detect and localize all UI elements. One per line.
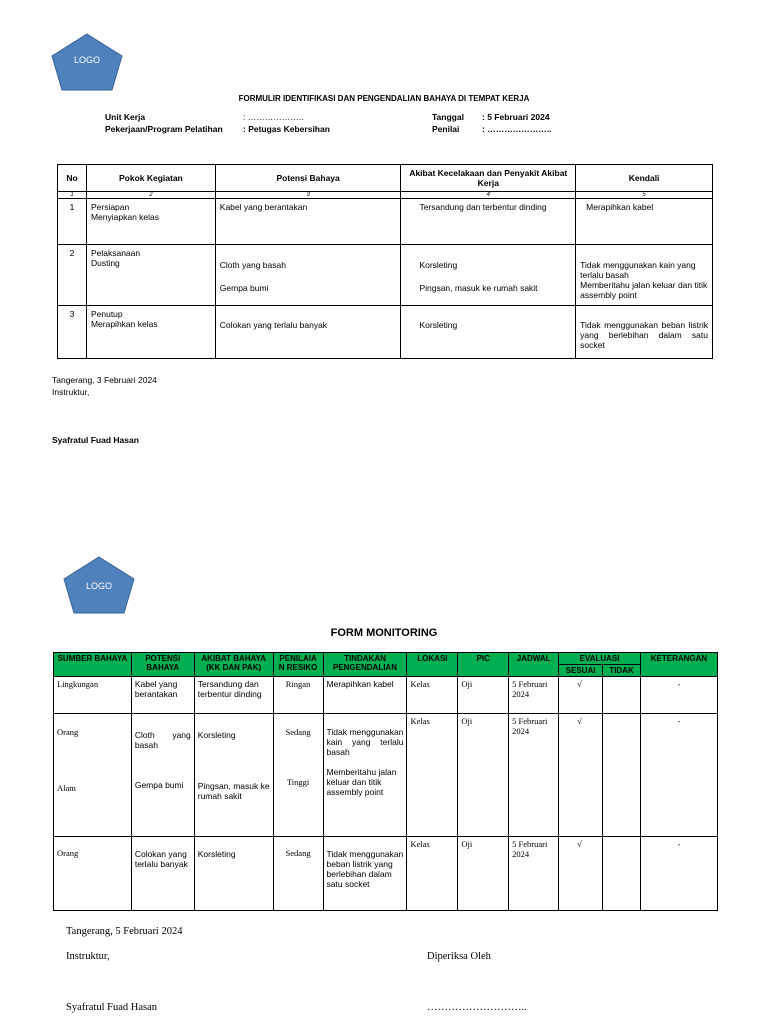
- tanggal-label: Tanggal: [432, 112, 464, 122]
- form2-title: FORM MONITORING: [330, 627, 438, 639]
- header-kendali: Kendali: [576, 165, 713, 192]
- row-potensi: Kabel yang berantakan: [215, 199, 401, 245]
- column-number-row: [58, 192, 713, 199]
- cell-potensi: Kabel yang berantakan: [131, 677, 194, 714]
- akibat-item: Korsleting: [419, 320, 458, 330]
- cell-keterangan: -: [641, 714, 718, 837]
- header-akibat-bahaya: AKIBAT BAHAYA (KK DAN PAK): [194, 653, 273, 677]
- header-no: No: [58, 165, 87, 192]
- sumber-item: Orang: [57, 848, 79, 858]
- kendali-item: Memberitahu jalan keluar dan titik assembly point: [580, 280, 708, 300]
- cell-tidak: [603, 677, 641, 714]
- col-number: 4: [401, 192, 576, 199]
- header-evaluasi: EVALUASI: [559, 653, 641, 665]
- kendali-item: Tidak menggunakan beban listrik yang berlebihan dalam satu socket: [580, 320, 708, 350]
- sumber-item: Orang: [57, 727, 79, 737]
- signatory-name: Syafratul Fuad Hasan: [66, 1002, 157, 1013]
- akibat-item: Pingsan, masuk ke rumah sakit: [419, 283, 538, 293]
- header-tindakan: TINDAKAN PENGENDALIAN: [323, 653, 407, 677]
- cell-sesuai: √: [559, 677, 603, 714]
- instruktur-label: Instruktur,: [66, 951, 110, 962]
- kendali-item: Tidak menggunakan kain yang terlalu basah: [580, 260, 696, 280]
- row-no: 1: [58, 199, 87, 245]
- akibat-item: Korsleting: [419, 260, 458, 270]
- cell-pic: Oji: [458, 677, 509, 714]
- table-row: [58, 245, 713, 306]
- potensi-item: Colokan yang terlalu banyak: [219, 320, 328, 330]
- kegiatan-phase: Pelaksanaan: [90, 248, 141, 258]
- cell-tindakan: [323, 714, 407, 837]
- potensi-item: Cloth yang basah: [134, 730, 191, 750]
- cell-jadwal: 5 Februari 2024: [509, 837, 559, 911]
- header-potensi-bahaya: Potensi Bahaya: [215, 165, 401, 192]
- row-kendali: [576, 306, 713, 359]
- potensi-item: Cloth yang basah: [219, 260, 286, 270]
- resiko-item: Sedang: [285, 727, 311, 737]
- cell-sumber: [54, 714, 132, 837]
- logo: [62, 555, 136, 615]
- row-akibat: Tersandung dan terbentur dinding: [401, 199, 576, 245]
- unit-kerja-label: Unit Kerja: [105, 112, 146, 122]
- cell-resiko: [273, 714, 323, 837]
- header-keterangan: KETERANGAN: [641, 653, 718, 677]
- row-no: 3: [58, 306, 87, 359]
- cell-keterangan: -: [641, 837, 718, 911]
- cell-pic: Oji: [458, 714, 509, 837]
- form1-title: FORMULIR IDENTIFIKASI DAN PENGENDALIAN BAHAYA DI TEMPAT KERJA: [238, 94, 530, 103]
- cell-jadwal: 5 Februari 2024: [509, 677, 559, 714]
- diperiksa-signature-line: ………………………..: [427, 1002, 527, 1013]
- logo-text: LOGO: [73, 55, 100, 65]
- row-potensi: [215, 245, 401, 306]
- cell-lokasi: Kelas: [407, 714, 458, 837]
- penilai-label: Penilai: [432, 124, 460, 134]
- header-tidak: TIDAK: [603, 665, 641, 677]
- col-number: 5: [576, 192, 713, 199]
- table-header-row: [54, 653, 718, 665]
- cell-sesuai: √: [559, 714, 603, 837]
- table-row: [54, 714, 718, 837]
- col-number: 3: [215, 192, 401, 199]
- sumber-item: Alam: [57, 783, 76, 793]
- tindakan-item: Tidak menggunakan kain yang terlalu basah: [326, 727, 404, 757]
- cell-sumber: [54, 837, 132, 911]
- cell-resiko: Ringan: [273, 677, 323, 714]
- cell-akibat: [194, 714, 273, 837]
- tindakan-item: Memberitahu jalan keluar dan titik assembly point: [326, 767, 397, 797]
- place-date: Tangerang, 3 Februari 2024: [52, 375, 157, 385]
- header-jadwal: JADWAL: [509, 653, 559, 677]
- row-akibat: [401, 306, 576, 359]
- cell-akibat: Tersandung dan terbentur dinding: [194, 677, 273, 714]
- diperiksa-label: Diperiksa Oleh: [427, 951, 491, 962]
- cell-tindakan: Merapihkan kabel: [323, 677, 407, 714]
- table-row: [54, 837, 718, 911]
- table-row: [58, 306, 713, 359]
- table-row: [54, 677, 718, 714]
- row-kendali: Merapihkan kabel: [576, 199, 713, 245]
- header-lokasi: LOKASI: [407, 653, 458, 677]
- kegiatan-phase: Penutup: [90, 309, 123, 319]
- cell-jadwal: 5 Februari 2024: [509, 714, 559, 837]
- row-kegiatan: [86, 306, 215, 359]
- row-akibat: [401, 245, 576, 306]
- header-akibat: Akibat Kecelakaan dan Penyakit Akibat Kerja: [401, 165, 576, 192]
- potensi-item: Gempa bumi: [219, 283, 269, 293]
- penilai-value: : …………………..: [482, 124, 552, 134]
- col-number: 1: [58, 192, 87, 199]
- kegiatan-activity: Dusting: [90, 258, 120, 268]
- tanggal-value: : 5 Februari 2024: [482, 112, 550, 122]
- header-pic: PIC: [458, 653, 509, 677]
- header-sesuai: SESUAI: [559, 665, 603, 677]
- table-header-row: [58, 165, 713, 192]
- monitoring-table: [53, 652, 718, 911]
- instruktur-label: Instruktur,: [52, 387, 90, 397]
- place-date: Tangerang, 5 Februari 2024: [66, 926, 183, 937]
- cell-tidak: [603, 837, 641, 911]
- header-potensi-bahaya: POTENSI BAHAYA: [131, 653, 194, 677]
- potensi-item: Colokan yang terlalu banyak: [134, 849, 188, 869]
- cell-tindakan: [323, 837, 407, 911]
- header-penilaian-resiko: PENILAIA N RESIKO: [273, 653, 323, 677]
- hazard-identification-table: [57, 164, 713, 359]
- cell-resiko: [273, 837, 323, 911]
- resiko-item: Tinggi: [286, 777, 310, 787]
- pekerjaan-value: : Petugas Kebersihan: [243, 124, 330, 134]
- akibat-item: Korsleting: [197, 730, 236, 740]
- row-potensi: [215, 306, 401, 359]
- pekerjaan-label: Pekerjaan/Program Pelatihan: [105, 124, 223, 134]
- kegiatan-activity: Menyiapkan kelas: [90, 212, 160, 222]
- cell-lokasi: Kelas: [407, 677, 458, 714]
- cell-akibat: [194, 837, 273, 911]
- header-sumber-bahaya: SUMBER BAHAYA: [54, 653, 132, 677]
- kegiatan-phase: Persiapan: [90, 202, 130, 212]
- unit-kerja-value: : ………………..: [243, 112, 304, 122]
- col-number: 2: [86, 192, 215, 199]
- row-kegiatan: [86, 199, 215, 245]
- row-kegiatan: [86, 245, 215, 306]
- resiko-item: Sedang: [285, 848, 311, 858]
- cell-keterangan: -: [641, 677, 718, 714]
- row-no: 2: [58, 245, 87, 306]
- cell-potensi: [131, 714, 194, 837]
- potensi-item: Gempa bumi: [134, 780, 184, 790]
- cell-pic: Oji: [458, 837, 509, 911]
- cell-potensi: [131, 837, 194, 911]
- signatory-name: Syafratul Fuad Hasan: [52, 435, 139, 445]
- akibat-item: Korsleting: [197, 849, 236, 859]
- header-pokok-kegiatan: Pokok Kegiatan: [86, 165, 215, 192]
- logo: [50, 32, 124, 92]
- logo-text: LOGO: [85, 581, 112, 591]
- cell-lokasi: Kelas: [407, 837, 458, 911]
- tindakan-item: Tidak menggunakan beban listrik yang berlebihan dalam satu socket: [326, 849, 404, 889]
- akibat-item: Pingsan, masuk ke rumah sakit: [197, 781, 270, 801]
- cell-sesuai: √: [559, 837, 603, 911]
- kegiatan-activity: Merapihkan kelas: [90, 319, 158, 329]
- table-row: [58, 199, 713, 245]
- cell-tidak: [603, 714, 641, 837]
- cell-sumber: Lingkungan: [54, 677, 132, 714]
- row-kendali: [576, 245, 713, 306]
